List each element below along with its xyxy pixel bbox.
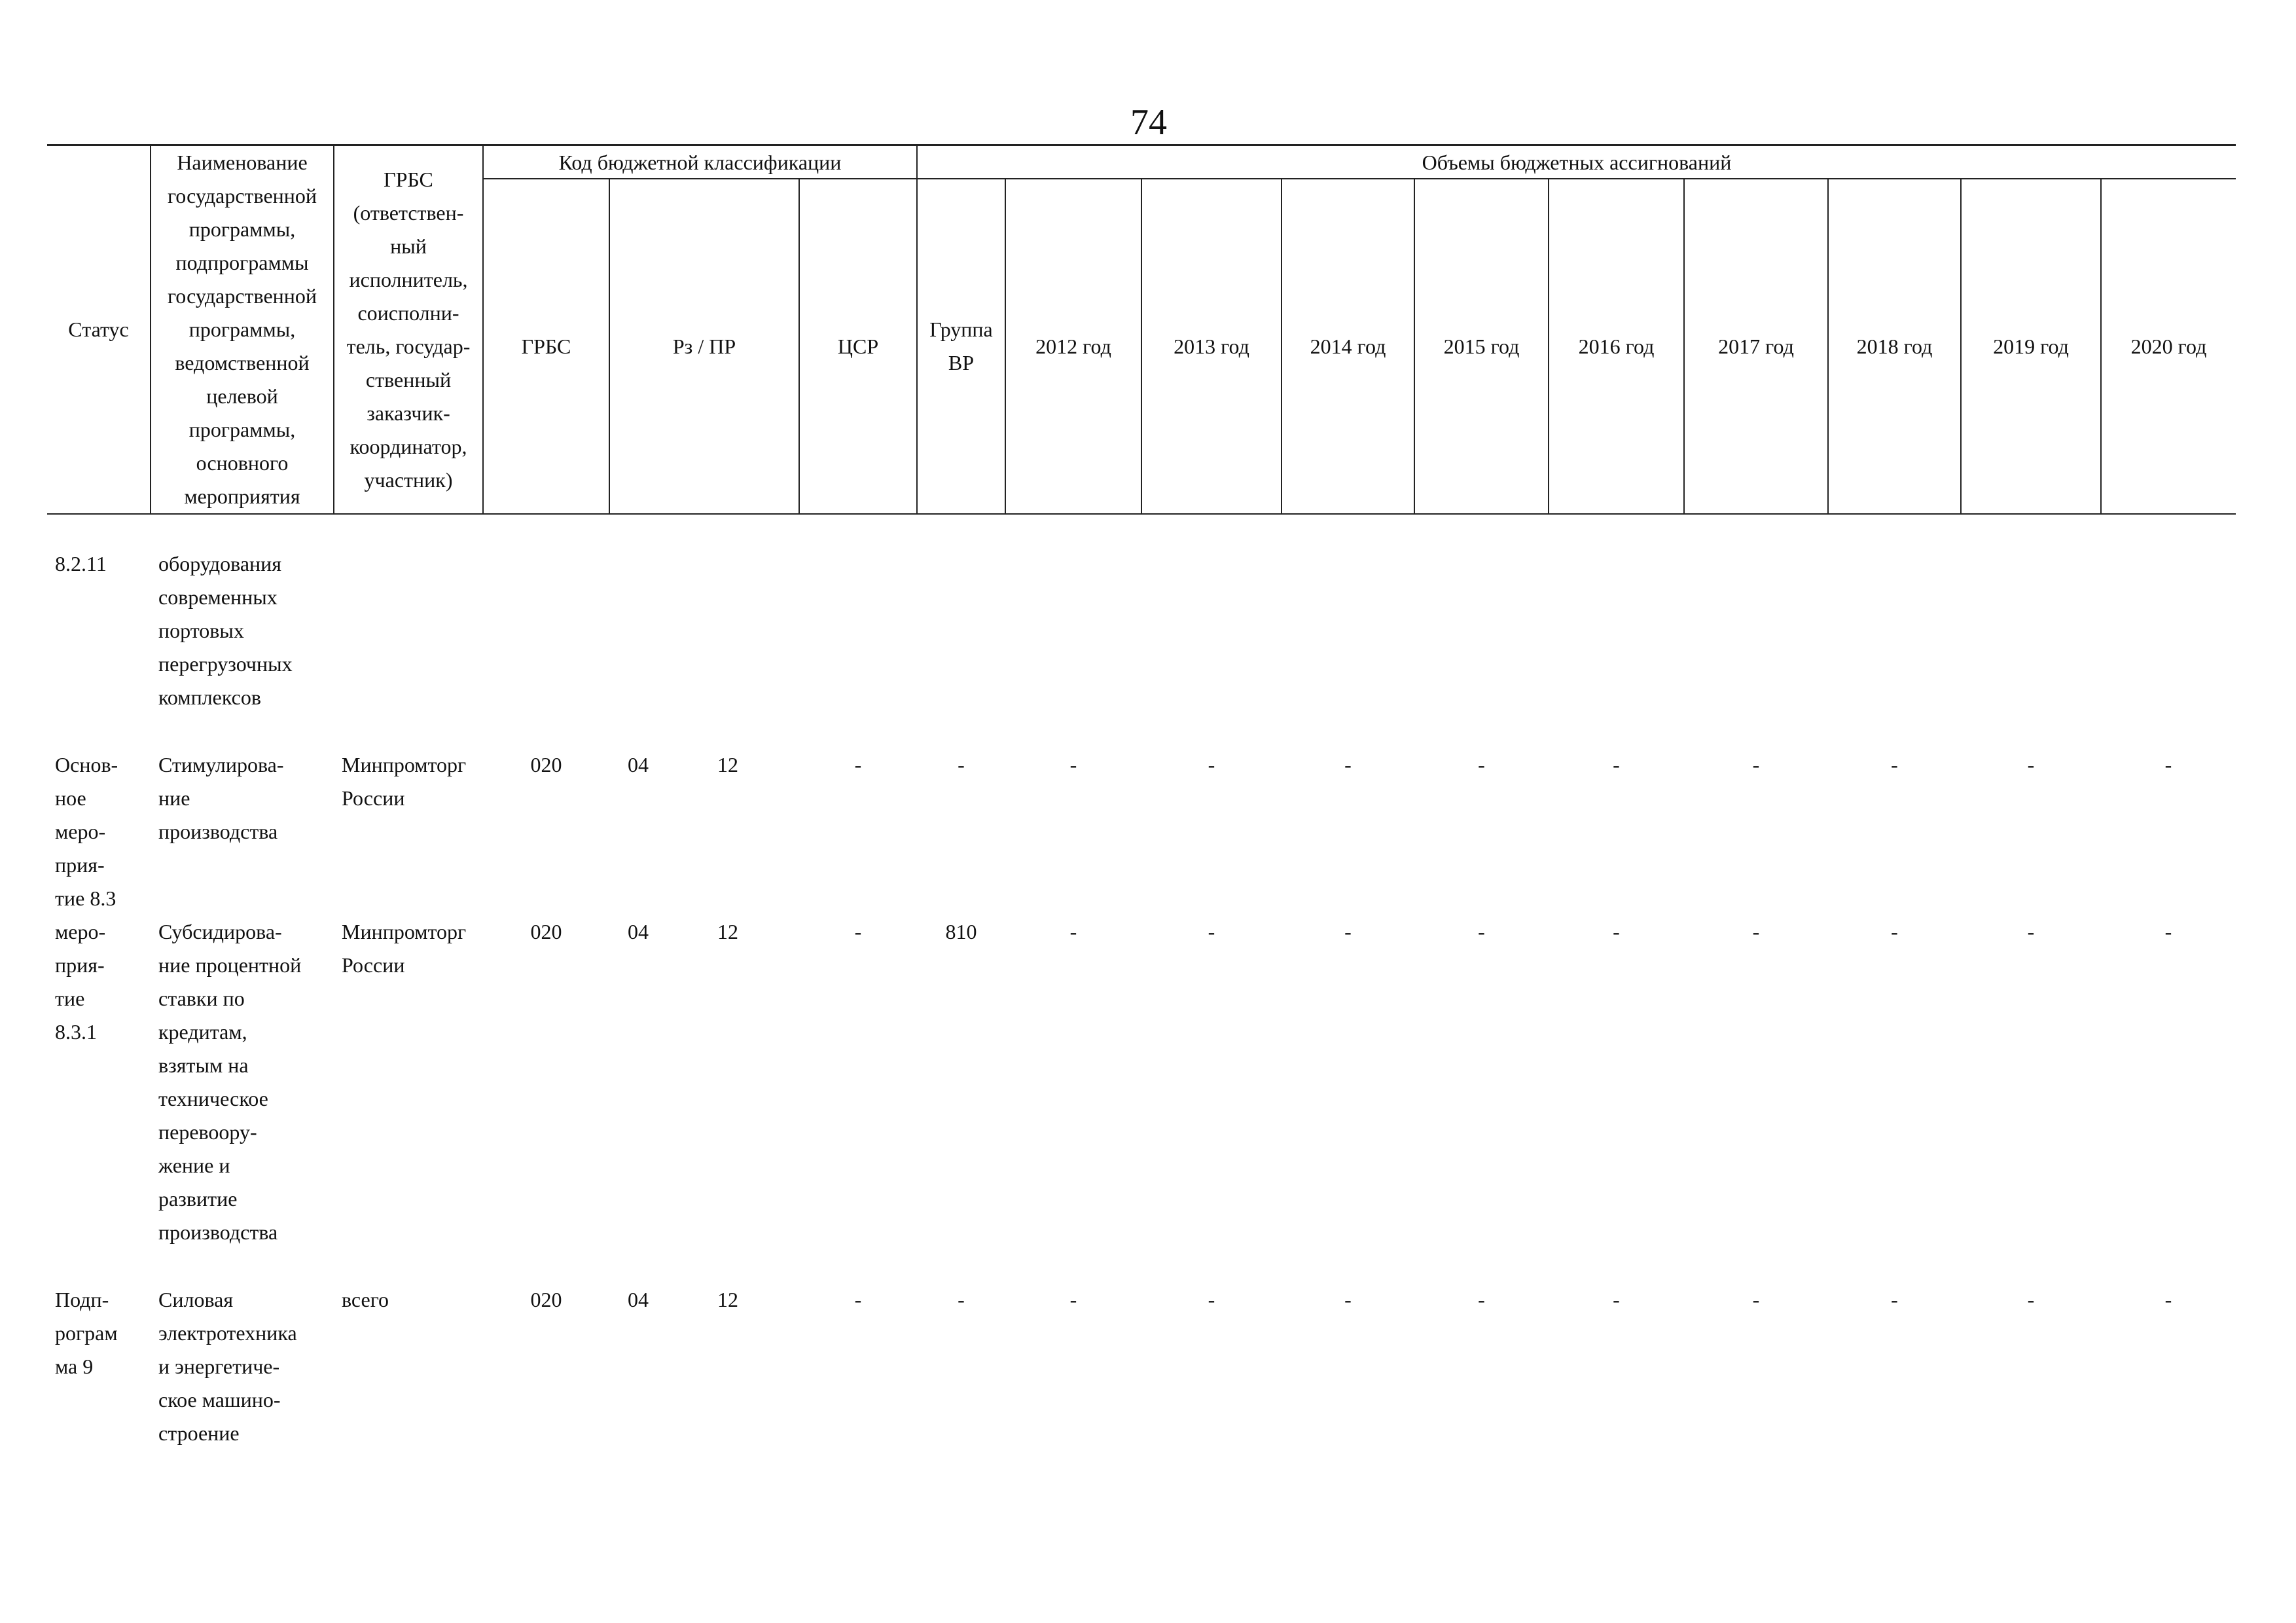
row-value-year-2013: -	[1208, 753, 1215, 776]
header-csr: ЦСР	[799, 179, 917, 514]
row-value-year-2016: -	[1613, 1288, 1620, 1311]
row-value-year-2013: -	[1208, 920, 1215, 943]
table-row	[47, 748, 2236, 915]
row-group-vr-text: 810	[945, 920, 977, 943]
row-grbs-code	[483, 915, 609, 1249]
row-value-year-2019	[1961, 547, 2101, 714]
budget-allocation-table	[47, 144, 2236, 1450]
row-csr-code	[799, 547, 917, 714]
header-rz-pr: Рз / ПР	[609, 179, 799, 514]
header-year-2019: 2019 год	[1961, 179, 2101, 514]
row-status	[47, 915, 151, 1249]
row-responsible-executor-text: Минпромторг России	[342, 753, 467, 810]
row-pr-code	[704, 748, 799, 915]
row-grbs-code-text: 020	[530, 753, 562, 776]
row-value-year-2020: -	[2164, 753, 2172, 776]
row-pr-code	[704, 915, 799, 1249]
row-csr-code-text: -	[854, 753, 862, 776]
row-pr-code	[704, 547, 799, 714]
row-value-year-2012: -	[1069, 753, 1077, 776]
header-group-vr: Группа ВР	[917, 179, 1005, 514]
row-value-year-2015: -	[1478, 1288, 1485, 1311]
header-year-2018: 2018 год	[1828, 179, 1961, 514]
header-year-2012: 2012 год	[1005, 179, 1141, 514]
row-value-year-2014: -	[1344, 1288, 1352, 1311]
row-value-year-2016	[1549, 547, 1684, 714]
row-responsible-executor	[334, 547, 483, 714]
row-group-vr	[917, 915, 1005, 1249]
row-value-year-2014: -	[1344, 920, 1352, 943]
header-year-2016: 2016 год	[1549, 179, 1684, 514]
header-year-2017: 2017 год	[1684, 179, 1828, 514]
header-grbs: ГРБС	[483, 179, 609, 514]
row-status	[47, 748, 151, 915]
row-value-year-2012: -	[1069, 1288, 1077, 1311]
row-rz-code	[609, 547, 704, 714]
row-value-year-2016: -	[1613, 920, 1620, 943]
table-row	[47, 1283, 2236, 1450]
row-name	[151, 1283, 334, 1450]
row-rz-code	[609, 1283, 704, 1450]
row-grbs-code	[483, 1283, 609, 1450]
row-name	[151, 547, 334, 714]
row-value-year-2017: -	[1752, 1288, 1760, 1311]
row-value-year-2018: -	[1891, 753, 1898, 776]
row-group-vr-text: -	[958, 1288, 965, 1311]
row-name-text: Субсидирова- ние процентной ставки по кредитам, взятым на техническое перевоору- жение и развитие производства	[158, 920, 302, 1244]
row-name	[151, 748, 334, 915]
row-responsible-executor-text: Минпромторг России	[342, 920, 467, 977]
row-value-year-2020: -	[2164, 920, 2172, 943]
row-rz-code-text: 04	[628, 920, 649, 943]
row-csr-code	[799, 915, 917, 1249]
row-value-year-2015	[1414, 547, 1549, 714]
row-value-year-2014: -	[1344, 753, 1352, 776]
table-body	[47, 514, 2236, 1450]
row-value-year-2013: -	[1208, 1288, 1215, 1311]
row-csr-code-text: -	[854, 920, 862, 943]
row-value-year-2015: -	[1478, 920, 1485, 943]
row-responsible-executor-text: всего	[342, 1288, 389, 1311]
row-grbs-code-text: 020	[530, 1288, 562, 1311]
header-year-2020: 2020 год	[2101, 179, 2236, 514]
row-name-text: Стимулирова- ние производства	[158, 753, 284, 843]
row-pr-code	[704, 1283, 799, 1450]
row-group-vr-text: -	[958, 753, 965, 776]
row-status-text: Основ- ное меро- прия- тие 8.3	[55, 753, 118, 910]
header-year-2015: 2015 год	[1414, 179, 1549, 514]
row-value-year-2014	[1282, 547, 1414, 714]
row-pr-code-text: 12	[717, 920, 738, 943]
row-value-year-2017: -	[1752, 920, 1760, 943]
table-row	[47, 915, 2236, 1249]
row-value-year-2012	[1005, 547, 1141, 714]
row-pr-code-text: 12	[717, 1288, 738, 1311]
row-value-year-2020: -	[2164, 1288, 2172, 1311]
row-group-vr	[917, 547, 1005, 714]
row-pr-code-text: 12	[717, 753, 738, 776]
row-grbs-code	[483, 748, 609, 915]
row-responsible-executor	[334, 915, 483, 1249]
row-name	[151, 915, 334, 1249]
row-value-year-2018: -	[1891, 1288, 1898, 1311]
row-name-text: оборудования современных портовых перегрузочных комплексов	[158, 552, 293, 709]
row-status	[47, 1283, 151, 1450]
row-rz-code-text: 04	[628, 1288, 649, 1311]
table-row	[47, 547, 2236, 714]
row-value-year-2012: -	[1069, 920, 1077, 943]
row-csr-code	[799, 748, 917, 915]
row-value-year-2017	[1684, 547, 1828, 714]
row-status-text: 8.2.11	[55, 552, 107, 575]
row-grbs-code	[483, 547, 609, 714]
row-status-text: меро- прия- тие 8.3.1	[55, 920, 106, 1044]
row-rz-code-text: 04	[628, 753, 649, 776]
row-responsible-executor	[334, 748, 483, 915]
row-group-vr	[917, 748, 1005, 915]
row-csr-code-text: -	[854, 1288, 862, 1311]
row-value-year-2013	[1141, 547, 1282, 714]
header-responsible-executor: ГРБС (ответствен-ный исполнитель, соисполни-тель, государ-ственный заказчик-координатор, участник)	[334, 145, 483, 515]
page-number: 74	[1130, 102, 1167, 143]
header-year-2013: 2013 год	[1141, 179, 1282, 514]
header-year-2014: 2014 год	[1282, 179, 1414, 514]
row-grbs-code-text: 020	[530, 920, 562, 943]
row-rz-code	[609, 748, 704, 915]
row-value-year-2017: -	[1752, 753, 1760, 776]
header-status: Статус	[47, 145, 151, 515]
row-value-year-2018	[1828, 547, 1961, 714]
row-value-year-2016: -	[1613, 753, 1620, 776]
row-name-text: Силовая электротехника и энергетиче- ское машино- строение	[158, 1288, 297, 1445]
row-group-vr	[917, 1283, 1005, 1450]
row-value-year-2019: -	[2027, 920, 2035, 943]
row-value-year-2018: -	[1891, 920, 1898, 943]
row-csr-code	[799, 1283, 917, 1450]
row-value-year-2020	[2101, 547, 2236, 714]
row-value-year-2015: -	[1478, 753, 1485, 776]
header-budget-classification-code: Код бюджетной классификации	[483, 145, 917, 179]
header-program-name: Наименование государственной программы, подпрограммы государственной программы, ведомственной целевой программы, основного мероприятия	[151, 145, 334, 515]
row-value-year-2019: -	[2027, 753, 2035, 776]
header-budget-allocation-volumes: Объемы бюджетных ассигнований	[917, 145, 2236, 179]
row-status-text: Подп- рограм ма 9	[55, 1288, 118, 1378]
row-rz-code	[609, 915, 704, 1249]
row-status	[47, 547, 151, 714]
row-value-year-2019: -	[2027, 1288, 2035, 1311]
row-responsible-executor	[334, 1283, 483, 1450]
